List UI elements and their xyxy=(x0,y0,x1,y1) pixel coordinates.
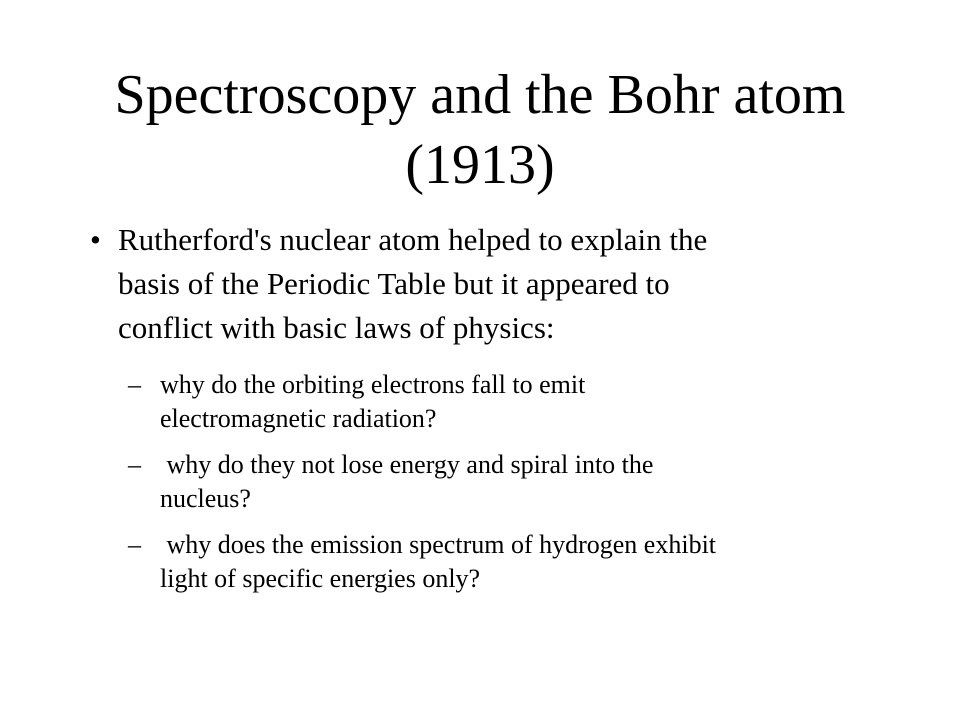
dash-marker: – xyxy=(128,370,141,399)
bullet-line: conflict with basic laws of physics: xyxy=(118,310,555,345)
sub-bullet-list xyxy=(90,368,890,596)
slide-body xyxy=(90,218,890,608)
sub-bullet-line: electromagnetic radiation? xyxy=(160,404,437,433)
sub-bullet-line: nucleus? xyxy=(160,484,251,513)
slide-title xyxy=(60,60,900,200)
sub-bullet-line: why does the emission spectrum of hydrogen exhibit xyxy=(160,530,717,559)
dash-marker: – xyxy=(128,530,141,559)
sub-bullet-2 xyxy=(128,448,890,516)
sub-bullet-3 xyxy=(128,528,890,596)
bullet-line: Rutherford's nuclear atom helped to explain the xyxy=(118,222,708,257)
sub-bullet-line: light of specific energies only? xyxy=(160,564,481,593)
title-line: (1913) xyxy=(405,134,555,196)
sub-bullet-line: why do the orbiting electrons fall to emit xyxy=(160,370,586,399)
bullet-line: basis of the Periodic Table but it appeared to xyxy=(118,266,670,301)
sub-bullet-line: why do they not lose energy and spiral into the xyxy=(160,450,654,479)
title-line: Spectroscopy and the Bohr atom xyxy=(114,64,846,126)
main-bullet xyxy=(90,218,890,350)
bullet-marker: • xyxy=(90,222,101,257)
sub-bullet-1 xyxy=(128,368,890,436)
dash-marker: – xyxy=(128,450,141,479)
